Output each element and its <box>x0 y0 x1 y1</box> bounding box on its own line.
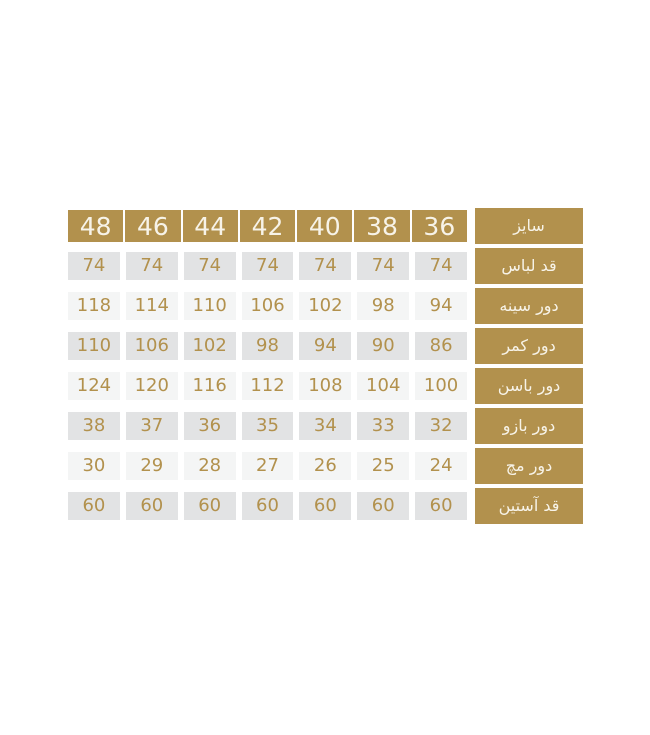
size-header-cell: 36 <box>412 210 467 242</box>
measurement-value-cell: 94 <box>415 292 467 320</box>
measurement-row <box>68 486 583 526</box>
measurement-value-cell: 37 <box>126 412 178 440</box>
measurement-value-cell: 60 <box>126 492 178 520</box>
measurement-value-cell: 60 <box>184 492 236 520</box>
measurement-label-cell: قد آستین <box>475 488 583 524</box>
measurement-value-cell: 106 <box>126 332 178 360</box>
measurement-row <box>68 406 583 446</box>
measurement-value-cell: 124 <box>68 372 120 400</box>
measurement-value-cell: 98 <box>242 332 294 360</box>
measurement-row <box>68 326 583 366</box>
measurement-value-cell: 33 <box>357 412 409 440</box>
header-row <box>68 206 583 246</box>
measurement-value-cell: 100 <box>415 372 467 400</box>
measurement-value-cell: 116 <box>184 372 236 400</box>
measurement-value-cell: 94 <box>299 332 351 360</box>
measurement-value-cell: 108 <box>299 372 351 400</box>
measurement-value-cell: 29 <box>126 452 178 480</box>
measurement-value-cell: 74 <box>184 252 236 280</box>
measurement-value-cell: 90 <box>357 332 409 360</box>
measurement-row <box>68 446 583 486</box>
measurement-value-cell: 74 <box>415 252 467 280</box>
measurement-value-cell: 110 <box>68 332 120 360</box>
measurement-value-cell: 27 <box>242 452 294 480</box>
measurement-label-cell: دور بازو <box>475 408 583 444</box>
measurement-value-cells <box>68 252 467 280</box>
size-header-cell: 46 <box>125 210 180 242</box>
measurement-value-cells <box>68 372 467 400</box>
measurement-value-cells <box>68 452 467 480</box>
size-chart-table <box>68 206 583 526</box>
measurement-value-cell: 35 <box>242 412 294 440</box>
measurement-label-cell: دور سینه <box>475 288 583 324</box>
measurement-value-cell: 28 <box>184 452 236 480</box>
measurement-label-cell: قد لباس <box>475 248 583 284</box>
measurement-value-cell: 102 <box>299 292 351 320</box>
measurement-label-cell: دور کمر <box>475 328 583 364</box>
header-size-cells <box>68 210 467 242</box>
measurement-value-cell: 118 <box>68 292 120 320</box>
measurement-value-cell: 114 <box>126 292 178 320</box>
measurement-value-cell: 106 <box>242 292 294 320</box>
measurement-value-cell: 74 <box>357 252 409 280</box>
measurement-value-cells <box>68 492 467 520</box>
measurement-label-cell: دور مچ <box>475 448 583 484</box>
measurement-value-cell: 104 <box>357 372 409 400</box>
measurement-value-cell: 60 <box>68 492 120 520</box>
measurement-value-cell: 74 <box>242 252 294 280</box>
measurement-value-cell: 25 <box>357 452 409 480</box>
measurement-value-cell: 24 <box>415 452 467 480</box>
measurement-value-cell: 60 <box>415 492 467 520</box>
size-header-cell: 38 <box>354 210 409 242</box>
measurement-value-cell: 32 <box>415 412 467 440</box>
measurement-value-cells <box>68 332 467 360</box>
size-label-cell: سایز <box>475 208 583 244</box>
size-header-cell: 48 <box>68 210 123 242</box>
measurement-value-cell: 60 <box>299 492 351 520</box>
measurement-value-cell: 120 <box>126 372 178 400</box>
measurement-value-cell: 60 <box>357 492 409 520</box>
measurement-value-cell: 102 <box>184 332 236 360</box>
measurement-value-cell: 74 <box>299 252 351 280</box>
measurement-value-cell: 112 <box>242 372 294 400</box>
measurement-label-cell: دور باسن <box>475 368 583 404</box>
measurement-value-cell: 98 <box>357 292 409 320</box>
measurement-value-cell: 110 <box>184 292 236 320</box>
measurement-row <box>68 286 583 326</box>
measurement-value-cell: 34 <box>299 412 351 440</box>
measurement-value-cells <box>68 292 467 320</box>
measurement-row <box>68 366 583 406</box>
measurement-value-cell: 60 <box>242 492 294 520</box>
size-header-cell: 42 <box>240 210 295 242</box>
measurement-value-cell: 74 <box>68 252 120 280</box>
measurement-value-cell: 38 <box>68 412 120 440</box>
measurement-value-cell: 86 <box>415 332 467 360</box>
measurement-value-cell: 26 <box>299 452 351 480</box>
measurement-value-cell: 30 <box>68 452 120 480</box>
measurement-row <box>68 246 583 286</box>
measurement-value-cell: 36 <box>184 412 236 440</box>
measurement-value-cells <box>68 412 467 440</box>
size-header-cell: 44 <box>183 210 238 242</box>
size-header-cell: 40 <box>297 210 352 242</box>
measurement-value-cell: 74 <box>126 252 178 280</box>
